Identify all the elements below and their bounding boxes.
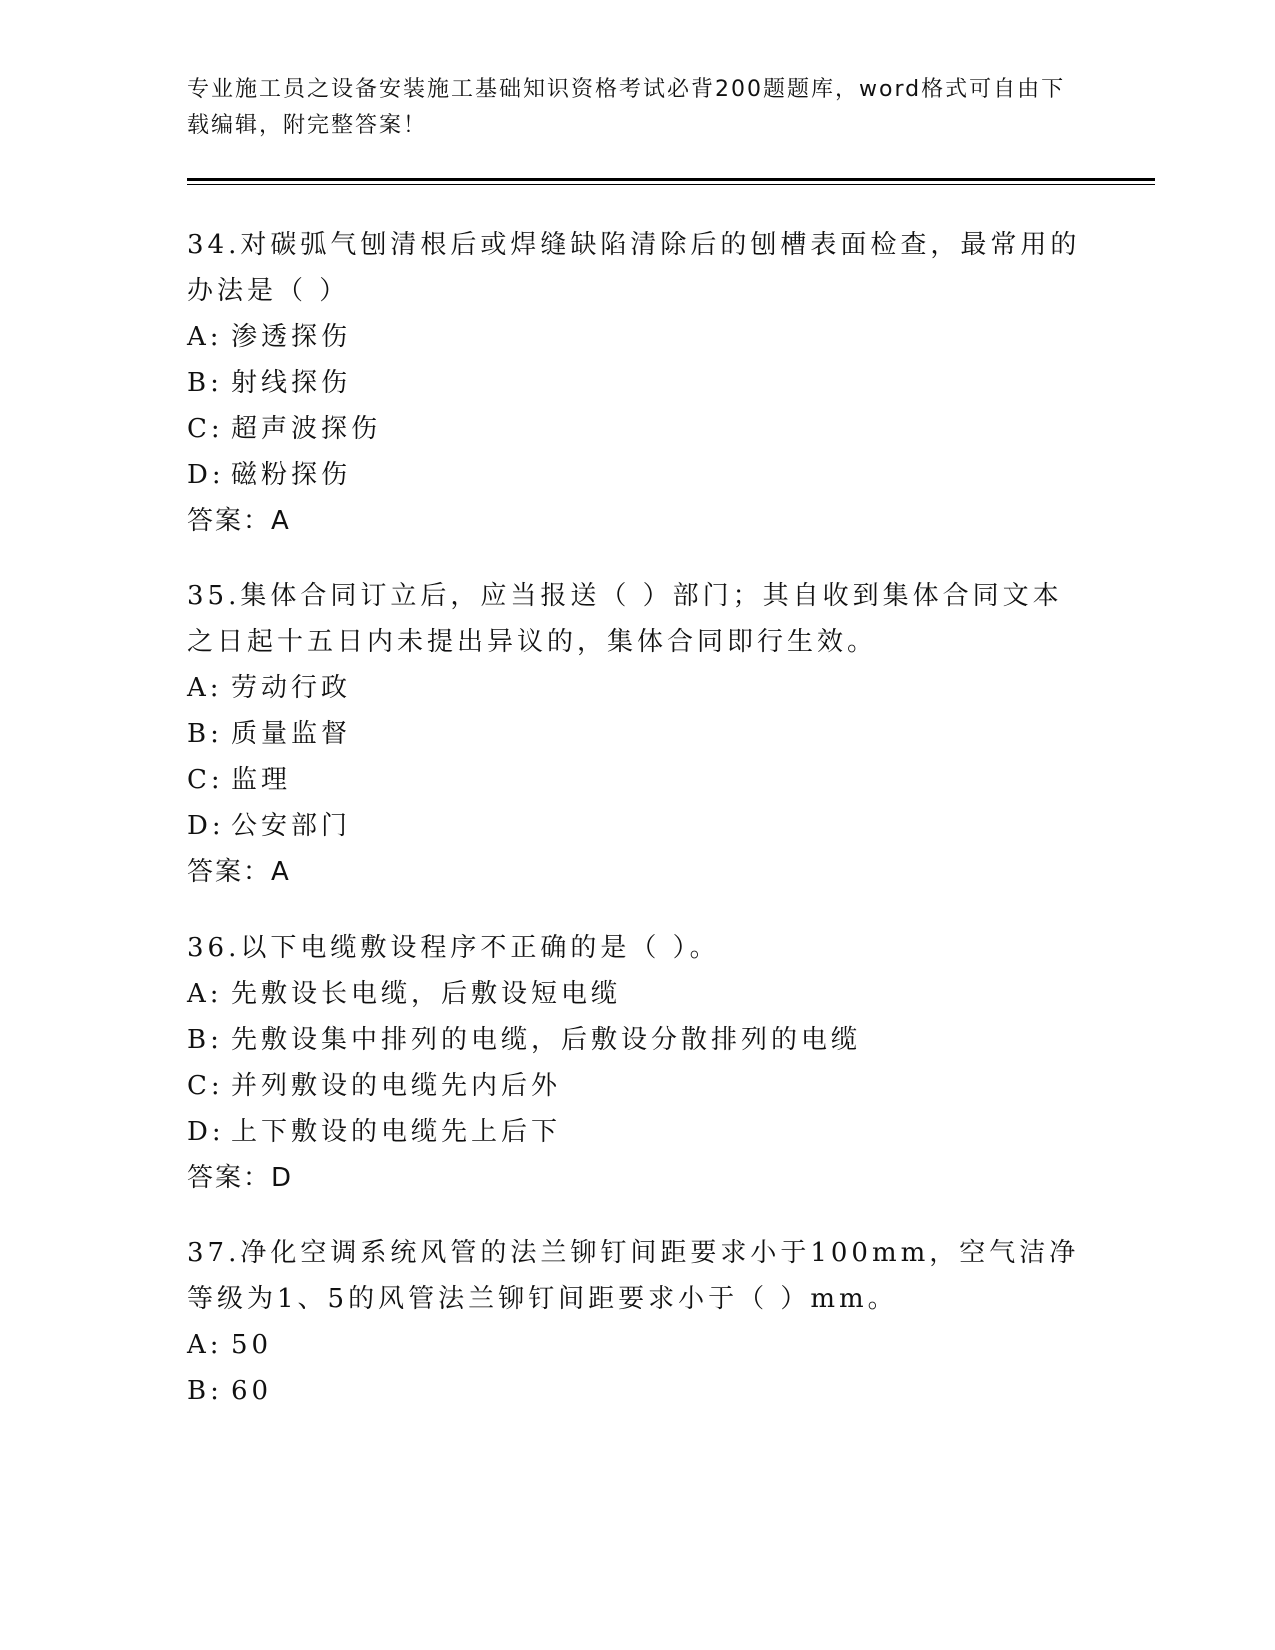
option-letter: C: bbox=[187, 765, 224, 795]
header-divider-thin bbox=[187, 184, 1155, 185]
option-text: 监理 bbox=[231, 765, 292, 795]
option-letter: A: bbox=[187, 979, 223, 1009]
question-35 bbox=[187, 573, 1087, 895]
question-37 bbox=[187, 1230, 1087, 1414]
question-stem: 36.以下电缆敷设程序不正确的是（ ）。 bbox=[187, 933, 720, 963]
option-d bbox=[187, 452, 1087, 498]
option-a bbox=[187, 971, 1087, 1017]
option-d bbox=[187, 803, 1087, 849]
option-letter: B: bbox=[187, 1025, 223, 1055]
option-text: 上下敷设的电缆先上后下 bbox=[231, 1117, 562, 1147]
option-text: 射线探伤 bbox=[231, 368, 352, 398]
option-c bbox=[187, 757, 1087, 803]
option-letter: D: bbox=[187, 811, 225, 841]
question-36 bbox=[187, 925, 1087, 1201]
question-34 bbox=[187, 222, 1087, 544]
option-text: 60 bbox=[231, 1376, 273, 1406]
option-letter: D: bbox=[187, 460, 225, 490]
option-d bbox=[187, 1109, 1087, 1155]
option-letter: A: bbox=[187, 322, 223, 352]
option-b bbox=[187, 711, 1087, 757]
option-text: 公安部门 bbox=[231, 811, 352, 841]
option-letter: B: bbox=[187, 1376, 223, 1406]
option-text: 磁粉探伤 bbox=[231, 460, 352, 490]
header-text: 专业施工员之设备安装施工基础知识资格考试必背200题题库，word格式可自由下载编辑，附完整答案！ bbox=[187, 77, 1066, 138]
option-letter: B: bbox=[187, 719, 223, 749]
option-text: 50 bbox=[231, 1330, 273, 1360]
option-b bbox=[187, 1017, 1087, 1063]
question-stem: 37.净化空调系统风管的法兰铆钉间距要求小于100mm，空气洁净等级为1、5的风管法兰铆钉间距要求小于（ ）mm。 bbox=[187, 1238, 1080, 1314]
option-letter: A: bbox=[187, 673, 223, 703]
option-letter: D: bbox=[187, 1117, 225, 1147]
option-letter: C: bbox=[187, 1071, 224, 1101]
answer-line: 答案：A bbox=[187, 857, 291, 887]
answer-line: 答案：A bbox=[187, 506, 291, 536]
option-a bbox=[187, 665, 1087, 711]
option-letter: B: bbox=[187, 368, 223, 398]
option-text: 超声波探伤 bbox=[231, 414, 382, 444]
option-text: 先敷设集中排列的电缆，后敷设分散排列的电缆 bbox=[231, 1025, 862, 1055]
option-letter: A: bbox=[187, 1330, 223, 1360]
option-text: 并列敷设的电缆先内后外 bbox=[231, 1071, 562, 1101]
answer-line: 答案：D bbox=[187, 1163, 294, 1193]
option-text: 先敷设长电缆，后敷设短电缆 bbox=[231, 979, 622, 1009]
option-text: 劳动行政 bbox=[231, 673, 352, 703]
question-stem: 35.集体合同订立后，应当报送（ ）部门；其自收到集体合同文本之日起十五日内未提出异议的，集体合同即行生效。 bbox=[187, 581, 1063, 657]
option-a bbox=[187, 1322, 1087, 1368]
option-c bbox=[187, 1063, 1087, 1109]
option-b bbox=[187, 360, 1087, 406]
option-c bbox=[187, 406, 1087, 452]
option-letter: C: bbox=[187, 414, 224, 444]
header-divider-thick bbox=[187, 178, 1155, 181]
option-b bbox=[187, 1368, 1087, 1414]
option-text: 渗透探伤 bbox=[231, 322, 352, 352]
option-text: 质量监督 bbox=[231, 719, 352, 749]
document-header bbox=[187, 72, 1067, 144]
option-a bbox=[187, 314, 1087, 360]
question-stem: 34.对碳弧气刨清根后或焊缝缺陷清除后的刨槽表面检查，最常用的办法是（ ） bbox=[187, 230, 1081, 306]
